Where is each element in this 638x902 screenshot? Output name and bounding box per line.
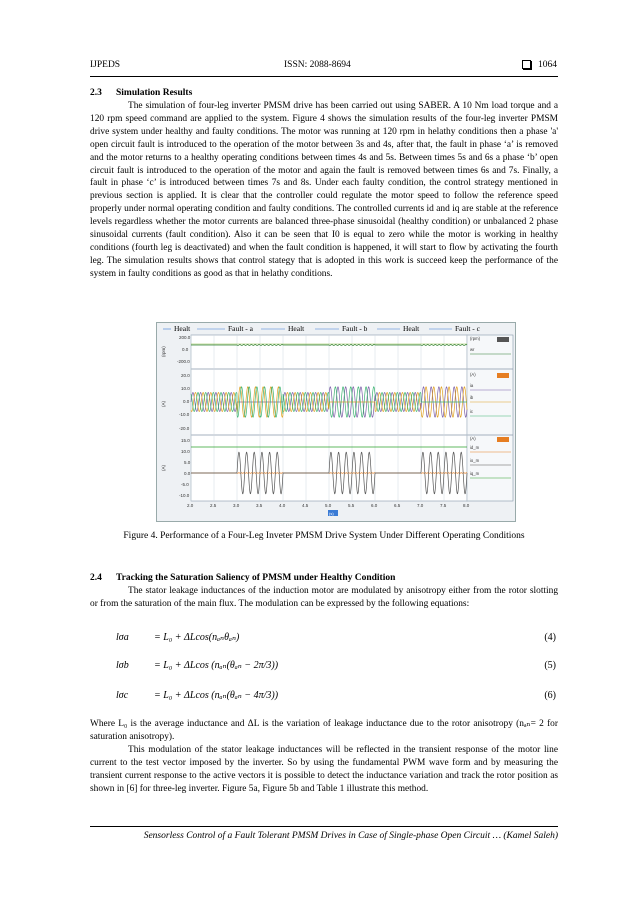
header-rule (90, 76, 558, 77)
tick-label: 15.0 (181, 438, 190, 443)
phase-label: Healt (174, 324, 191, 333)
section-number: 2.3 (90, 88, 102, 98)
x-tick-label: 2.5 (210, 503, 217, 508)
tick-label: 200.0 (179, 335, 191, 340)
where-paragraph: Where L₀ is the average inductance and ΔL is the variation of leakage inductance due to the rotor anisotropy (nₐₙ= 2 for saturation anisotropy). (90, 719, 558, 742)
tick-label: -200.0 (177, 359, 190, 364)
tick-label: 5.0 (184, 460, 191, 465)
section-heading-2-3 (90, 88, 192, 98)
section-title: Simulation Results (116, 88, 193, 98)
x-tick-label: 8.0 (463, 503, 470, 508)
legend-entry: ia (470, 383, 474, 388)
phase-label: Fault - a (228, 324, 253, 333)
x-tick-label: 4.5 (302, 503, 309, 508)
x-tick-label: 4.0 (279, 503, 286, 508)
x-tick-label: 6.0 (371, 503, 378, 508)
tick-label: -10.0 (179, 412, 190, 417)
tick-label: -20.0 (179, 426, 190, 431)
legend-entry: ic (470, 409, 474, 414)
section-heading-2-4 (90, 573, 395, 583)
x-tick-label: 7.0 (417, 503, 424, 508)
page-header (90, 60, 557, 74)
axis-label: (rpm) (161, 346, 166, 357)
equation-4: lσa = L₀ + ΔLcos(nₐₙθₐₙ) (4) (116, 632, 556, 643)
axis-label: (A) (161, 465, 166, 471)
saliency-intro-paragraph: The stator leakage inductances of the induction motor are modulated by anisotropy either from the rotor slotting or from the saturation of the main flux. The modulation can be expressed by the following equations: (90, 586, 559, 609)
figure-4 (156, 322, 516, 522)
tick-label: 0.0 (182, 347, 189, 352)
phase-label: Fault - b (342, 324, 368, 333)
x-tick-label: 7.5 (440, 503, 447, 508)
phase-label: Healt (403, 324, 420, 333)
x-tick-label: 5.5 (348, 503, 355, 508)
phase-label: Fault - c (455, 324, 480, 333)
equation-5: lσb = L₀ + ΔLcos (nₐₙ(θₐₙ − 2π/3)) (5) (116, 660, 556, 671)
tick-label: 10.0 (181, 386, 190, 391)
legend-entry: ib (470, 395, 474, 400)
issn: ISSN: 2088-8694 (284, 60, 351, 70)
x-tick-label: 6.5 (394, 503, 401, 508)
section-number: 2.4 (90, 573, 102, 583)
legend-unit: (A) (470, 372, 476, 377)
legend-entry: io_m (470, 458, 480, 463)
x-tick-label: 2.0 (187, 503, 194, 508)
x-unit: (s) (329, 511, 334, 516)
x-tick-label: 5.0 (325, 503, 332, 508)
section-title: Tracking the Saturation Saliency of PMSM under Healthy Condition (116, 573, 396, 583)
tick-label: 0.0 (183, 399, 190, 404)
modulation-paragraph: This modulation of the stator leakage inductances will be reflected in the transient response of the motor line current to the test vector imposed by the inverter. So by using the fundamental PWM wave form and by measuring the transient current response to the active vectors it is possible to detect the inductance variation and track the rotor position as shown in [6] for three-leg inverter. Figure 5a, Figure 5b and Table 1 illustrate this method. (90, 745, 559, 794)
simulation-results-paragraph: The simulation of four-leg inverter PMSM drive has been carried out using SABER. A 10 Nm load torque and a 120 rpm speed command are applied to the system. Figure 4 shows the simulation results of the four-leg inverter PMSM drive system under healthy and faulty conditions. The motor was running at 120 rpm in helathy conditions then a phase 'a' open circuit fault is introduced to the operation of the motor between 3s and 4s, after that, the fault in phase ‘a’ is removed and the motor returns to a healthy operating conditions between times 4s and 5s. Between times 5s and 6s a phase ‘b’ open circuit fault is introduced to the operation of the motor and again the fault is removed between times 6s and 7s. Finally, a fault in phase ‘c’ is introduced between times 7s and 8s. Under each faulty condition, the control strategy mentioned in previous section is applied. It is clear that the controller could regulate the motor speed to follow the reference speed properly under normal operating condition and faulty conditions. The controlled currents id and iq are stable at the reference levels regardless whether the motor currents are balanced three-phase sinusoidal (healthy condition) or unbalanced 2 phase sinusoidal currents (fault condition). Also it can be seen that I0 is equal to zero while the motor is working in healthy conditions (fourth leg is deactivated) and when the fault condition is happened, it will start to flow by activating the fourth leg. The simulation results shows that control stategy that is adopted in this work is succeed keep the performance of the system in faulty conditions as good as that in helathy conditions. (90, 101, 559, 279)
legend-unit: (A) (470, 436, 476, 441)
x-tick-label: 3.5 (256, 503, 263, 508)
x-tick-label: 3.0 (233, 503, 240, 508)
legend-entry: id_m (470, 445, 480, 450)
figure-caption: Figure 4. Performance of a Four-Leg Inveter PMSM Drive System Under Different Operating Conditions (123, 531, 525, 541)
tick-label: 0.0 (184, 471, 191, 476)
phase-label: Healt (288, 324, 305, 333)
legend-unit: (rpm) (470, 336, 481, 341)
legend-entry: wr (470, 347, 475, 352)
tick-label: 20.0 (181, 373, 190, 378)
journal-name: IJPEDS (90, 60, 121, 70)
tick-label: -10.0 (179, 493, 190, 498)
page-number: 1064 (538, 60, 557, 70)
legend-entry: iq_m (470, 471, 480, 476)
tick-label: -5.0 (181, 482, 189, 487)
axis-label: (A) (161, 401, 166, 407)
page-footer: Sensorless Control of a Fault Tolerant PMSM Drives in Case of Single-phase Open Circuit … (Kamel Saleh) (143, 831, 558, 841)
footer-rule (90, 826, 558, 827)
equation-6: lσc = L₀ + ΔLcos (nₐₙ(θₐₙ − 4π/3)) (6) (116, 690, 556, 701)
tick-label: 10.0 (181, 449, 190, 454)
